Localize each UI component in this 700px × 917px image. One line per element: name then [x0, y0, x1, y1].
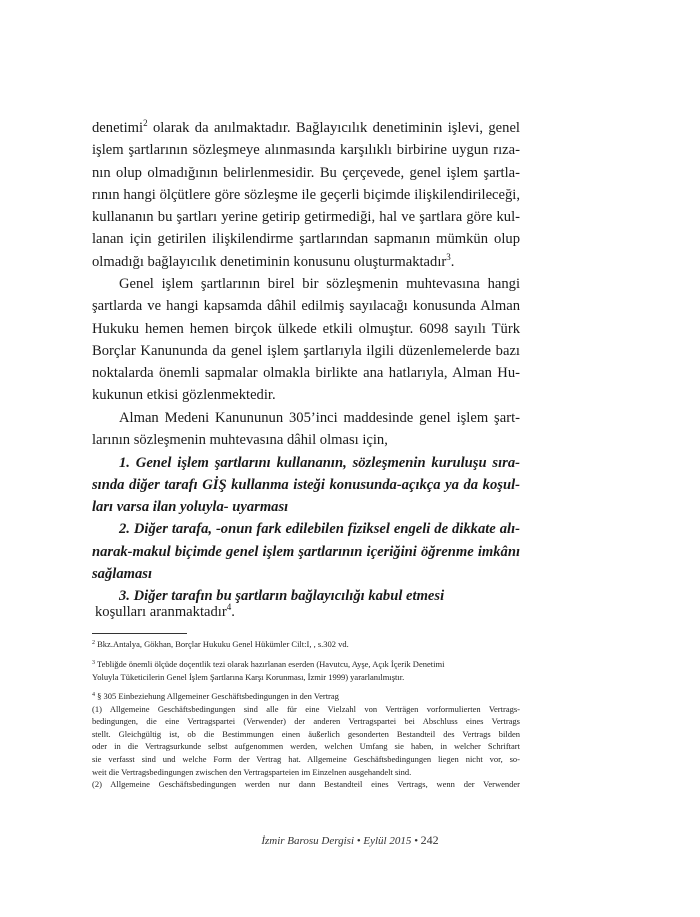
text-line: Genel işlem şartlarının birel bir sözleşmenin muhtevasına hangi: [119, 276, 520, 292]
footnote-4: $^4$ § 305 Einbeziehung Allgemeiner Geschäftsbedingungen in den Vertrag (1) Allgemeine Geschäftsbedingungen sind alle für eine Vielzahl von Verträgen vorformulierten Vertrags- bedingungen, die eine Vertragspartei (Verwender) der anderen Vertragspartei bei Abschluss eines Vertrags stellt. Gleichgültig ist, ob die Bestimmungen einen äußerlich gesonderten Bestandteil des Vertrags bilden oder in die Vertragsurkunde selbst aufgenommen werden, welchen Umfang sie haben, in welcher Schriftart sie verfasst sind und welche Form der Vertrag hat. Allgemeine Geschäftsbedingungen liegen nicht vor, so- weit die Vertragsbedingungen zwischen den Vertragsparteien im Einzelnen ausgehandelt sind. (2) Allgemeine Geschäftsbedingungen werden nur dann Bestandteil eines Vertrags, wenn der Verwender: [92, 691, 520, 790]
footnote-ref-3[interactable]: 3: [446, 251, 451, 262]
text-line: noktalarda önemli sapmalar olmakla birlikte ana hatlarıyla, Alman Hu-: [92, 365, 520, 382]
footnote-ref-4[interactable]: 4: [226, 602, 232, 612]
text-line: kullananın bu şartları yerine getirip getirmediği, hal ve şartlara göre kul-: [92, 209, 520, 226]
page-footer: [230, 833, 470, 848]
text-line: kukunun etkisi gözlenmektedir.: [92, 387, 276, 404]
journal-name: İzmir Barosu Dergisi • Eylül 2015 •: [261, 835, 418, 847]
text-line: larının sözleşmenin muhtevasına dâhil olması için,: [92, 432, 388, 449]
footnote-2: $^2$ Bkz.Antalya, Gökhan, Borçlar Hukuku Genel Hükümler Cilt:I, , s.302 vd.: [92, 639, 349, 649]
condition-2-cont: narak-makul biçimde genel işlem şartlarının içeriğini öğrenme imkânı: [92, 543, 520, 560]
text-line: Hukuku hemen hemen birçok ülkede etkili olmuştur. 6098 sayılı Türk: [92, 320, 520, 337]
text-line: Borçlar Kanununda da genel işlem şartlarıyla ilgili düzenlemelerde bazı: [92, 342, 520, 359]
footnote-separator: [92, 633, 187, 634]
text-line: Alman Medeni Kanununun 305’inci maddesinde genel işlem şart-: [119, 410, 520, 426]
condition-1-cont: ları varsa ilan yoluyla- uyarması: [92, 499, 289, 516]
condition-2-cont: sağlaması: [92, 566, 153, 583]
footnote-3: $^3$ Tebliğde önemli ölçüde doçentlik tezi olarak hazırlanan eserden (Havutcu, Ayşe, Açık İçerik Denetimi Yoluyla Tüketicilerin Genel İşlem Şartlarına Karşı Korunması, İzmir 1999) yararlanılmıştır.: [92, 659, 445, 682]
paragraph-2: [92, 273, 520, 407]
footnote-ref-2[interactable]: 2: [143, 118, 148, 128]
condition-1-cont: sında diğer tarafı GİŞ kullanma isteği konusunda-açıkça ya da koşul-: [92, 476, 520, 493]
text-line: şartlarda ve hangi kapsamda dâhil edilmiş sayılacağı konusunda Alman: [92, 298, 520, 315]
text-line: denetimi$^2$ olarak da anılmaktadır. Bağlayıcılık denetiminin işlevi, genel: [92, 118, 520, 136]
condition-1: 1. Genel işlem şartlarını kullananın, sözleşmenin kuruluşu sıra-: [119, 454, 520, 471]
text-line: lanan için getirilen ilişkilendirme şartlarından sapmanın mümkün olup: [92, 231, 520, 248]
condition-2: 2. Diğer tarafa, -onun fark edilebilen fiziksel engeli de dikkate alı-: [119, 521, 520, 538]
paragraph-1: [92, 117, 520, 273]
text-line: olmadığı bağlayıcılık denetiminin konusunu oluşturmaktadır$^3$.: [92, 251, 455, 270]
page-number: 242: [420, 833, 439, 847]
condition-3: 3. Diğer tarafın bu şartların bağlayıcılığı kabul etmesi: [119, 588, 445, 605]
paragraph-3: [92, 407, 520, 608]
closing-line: koşulları aranmaktadır$^4$.: [95, 602, 235, 620]
text-line: rının hangi ölçütlere göre sözleşme ile geçerli biçimde ilişkilendirileceği,: [92, 186, 520, 203]
text-line: nın olup olmadığının belirlenmesidir. Bu çerçevede, genel işlem şartla-: [92, 164, 520, 181]
text-line: işlem şartlarının sözleşmeye alınmasında karşılıklı birbirine uygun rıza-: [92, 142, 520, 159]
